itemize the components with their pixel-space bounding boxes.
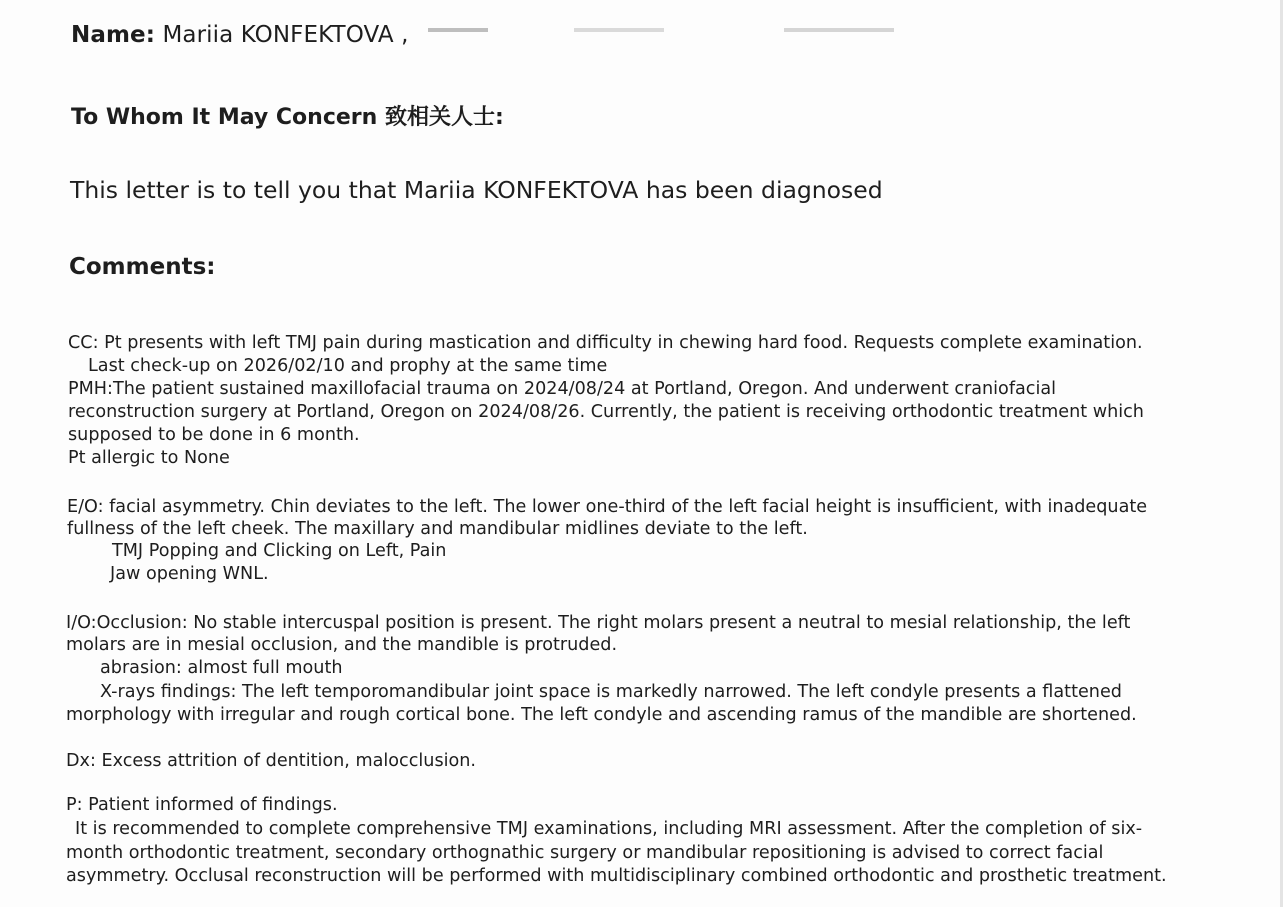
pmh-line-2: reconstruction surgery at Portland, Oregon on 2024/08/26. Currently, the patient is receiving orthodontic treatment which	[68, 402, 1144, 422]
eo-line-2: fullness of the left cheek. The maxillary and mandibular midlines deviate to the left.	[67, 519, 808, 539]
name-line	[71, 22, 894, 48]
salutation: To Whom It May Concern 致相关人士:	[71, 105, 504, 130]
tmj-line: TMJ Popping and Clicking on Left, Pain	[112, 541, 447, 561]
eo-line: E/O: facial asymmetry. Chin deviates to the left. The lower one-third of the left facial height is insufficient, with inadequate	[67, 497, 1148, 517]
redacted-details	[424, 25, 894, 47]
io-line-2: molars are in mesial occlusion, and the mandible is protruded.	[66, 635, 618, 655]
intro-statement: This letter is to tell you that Mariia KONFEKTOVA has been diagnosed	[70, 176, 883, 204]
dx-line: Dx: Excess attrition of dentition, malocclusion.	[66, 751, 476, 771]
allergy-line: Pt allergic to None	[68, 448, 230, 468]
cc-line-2: Last check-up on 2026/02/10 and prophy at the same time	[88, 356, 608, 376]
io-line: I/O:Occlusion: No stable intercuspal position is present. The right molars present a neutral to mesial relationship, the left	[66, 613, 1131, 633]
xray-line-2: morphology with irregular and rough cortical bone. The left condyle and ascending ramus of the mandible are shortened.	[66, 705, 1137, 725]
plan-line-3: month orthodontic treatment, secondary orthognathic surgery or mandibular repositioning is advised to correct facial	[66, 843, 1104, 863]
abrasion-line: abrasion: almost full mouth	[100, 658, 343, 678]
pmh-line: PMH:The patient sustained maxillofacial trauma on 2024/08/24 at Portland, Oregon. And underwent craniofacial	[68, 379, 1057, 399]
plan-line-2: It is recommended to complete comprehensive TMJ examinations, including MRI assessment. After the completion of six-	[75, 819, 1143, 839]
comments-heading: Comments:	[69, 254, 216, 280]
patient-name: Mariia KONFEKTOVA ,	[162, 22, 409, 48]
name-label: Name:	[71, 22, 156, 48]
pmh-line-3: supposed to be done in 6 month.	[68, 425, 360, 445]
plan-line: P: Patient informed of findings.	[66, 795, 338, 815]
xray-line: X-rays findings: The left temporomandibular joint space is markedly narrowed. The left condyle presents a flattened	[100, 682, 1122, 702]
plan-line-4: asymmetry. Occlusal reconstruction will be performed with multidisciplinary combined orthodontic and prosthetic treatment.	[66, 866, 1167, 886]
jaw-opening-line: Jaw opening WNL.	[110, 564, 269, 584]
cc-line: CC: Pt presents with left TMJ pain during mastication and difficulty in chewing hard food. Requests complete examination.	[68, 333, 1143, 353]
